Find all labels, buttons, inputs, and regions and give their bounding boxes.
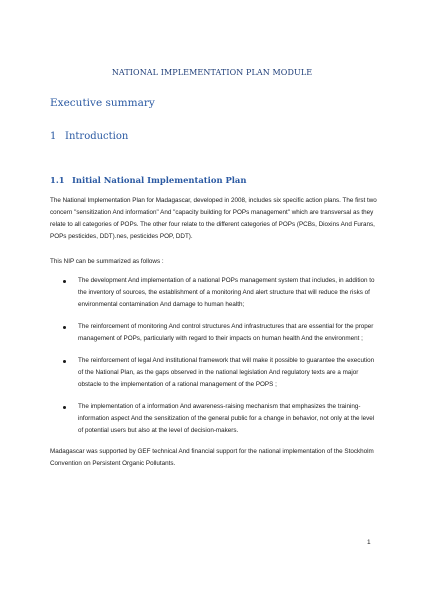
closing-paragraph: Madagascar was supported by GEF technical And financial support for the national implementation of the Stockholm Convention on Persistent Organic Pollutants. xyxy=(50,448,374,467)
page-number: 1 xyxy=(367,539,371,546)
subsection-number: 1.1 xyxy=(50,175,65,185)
bullet-icon xyxy=(63,326,66,329)
summary-lead-paragraph: This NIP can be summarized as follows : xyxy=(50,258,164,265)
bullet-item xyxy=(50,355,380,391)
document-title: NATIONAL IMPLEMENTATION PLAN MODULE xyxy=(111,68,313,77)
bullet-item xyxy=(50,275,380,311)
executive-summary-heading: Executive summary xyxy=(50,97,155,109)
section-number: 1 xyxy=(50,131,57,142)
bullet-item xyxy=(50,401,380,437)
summary-bullet-list xyxy=(50,275,380,447)
bullet-icon xyxy=(63,360,66,363)
bullet-text: The development And implementation of a national POPs management system that includes, in addition to the inventory of sources, the establishment of a monitoring And alert structure that will reduce the risks of environmental contamination And damage to human health; xyxy=(78,277,375,308)
bullet-text: The reinforcement of monitoring And control structures And infrastructures that are essential for the proper management of POPs, particularly with regard to their impacts on human health And the environment ; xyxy=(78,323,374,342)
bullet-icon xyxy=(63,406,66,409)
subsection-heading xyxy=(50,175,246,185)
subsection-title: Initial National Implementation Plan xyxy=(72,175,247,185)
section-heading xyxy=(50,131,128,142)
bullet-item xyxy=(50,321,380,345)
intro-paragraph: The National Implementation Plan for Madagascar, developed in 2008, includes six specific action plans. The first two concern "sensitization And information" And "capacity building for POPs management" which are transversal as they relate to all categories of POPs. The other four relate to the different categories of POPs (PCBs, Dioxins And Furans, POPs pesticides, DDT).nes, pesticides POP, DDT). xyxy=(50,197,377,240)
section-title: Introduction xyxy=(65,131,129,142)
bullet-text: The implementation of a information And awareness-raising mechanism that emphasizes the training-information aspect And the sensitization of the general public for a change in behavior, not only at the level of potential users but also at the level of decision-makers. xyxy=(78,403,375,434)
bullet-icon xyxy=(63,280,66,283)
bullet-text: The reinforcement of legal And institutional framework that will make it possible to guarantee the execution of the National Plan, as the gaps observed in the national legislation And regulatory texts are a major obstacle to the implementation of a rational management of the POPS ; xyxy=(78,357,375,388)
